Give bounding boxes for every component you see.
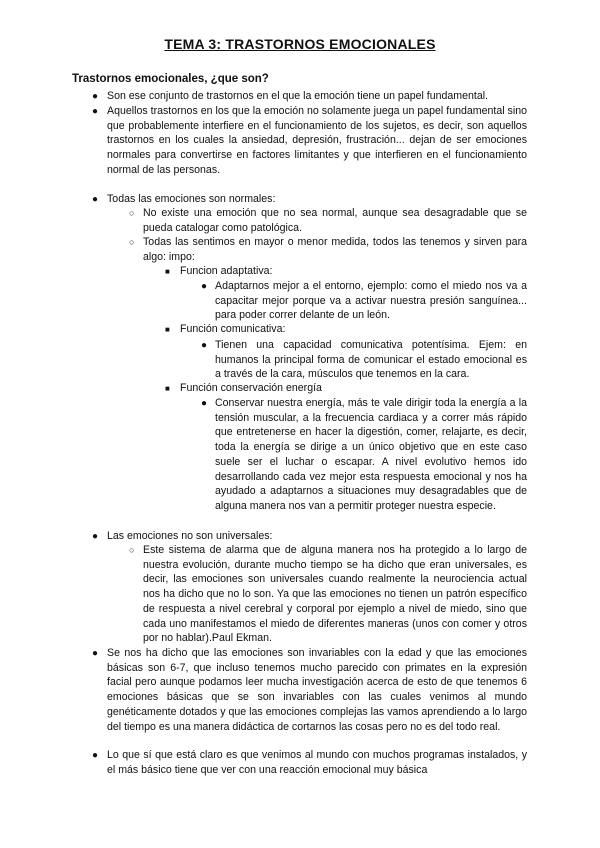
bullet-marker: ● xyxy=(92,91,99,102)
function-energy-label: Función conservación energía xyxy=(180,382,322,394)
square-bullet-marker: ■ xyxy=(165,267,170,276)
function-communicative-label: Función comunicativa: xyxy=(180,323,286,335)
list-item-p6: Lo que sí que está claro es que venimos al mundo con muchos programas instalados, y el más básico tiene que ver con una reacción emocional muy básica xyxy=(107,749,527,776)
list-item-f1a: Adaptarnos mejor a el entorno, ejemplo: como el miedo nos va a capacitar mejor porque va a activar nuestra presión sanguínea... para poder correr delante de un león. xyxy=(215,280,527,322)
list-item-p1: Son ese conjunto de trastornos en el que la emoción tiene un papel fundamental. xyxy=(107,90,489,102)
sub-bullet-marker: ○ xyxy=(129,208,135,218)
list-item-p3a: No existe una emoción que no sea normal, aunque sea desagradable que se pueda catalogar como patológica. xyxy=(143,207,527,234)
section-heading: Trastornos emocionales, ¿que son? xyxy=(72,73,269,85)
list-item-p3: Todas las emociones son normales: xyxy=(107,193,276,205)
list-item-p2: Aquellos trastornos en los que la emoción no solamente juega un papel fundamental sino que probablemente interfiere en el funcionamiento de los sujetos, es decir, son aquellos trastornos en los cuales la ansiedad, depresión, frustración... dejan de ser emociones normales para convertirse en factores limitantes y que interfieren en el funcionamiento normal de las personas. xyxy=(107,105,527,176)
list-item-p5: Se nos ha dicho que las emociones son invariables con la edad y que las emociones básicas son 6-7, que incluso tenemos mucho parecido con primates en la expresión facial pero aunque podamos leer mucha investigación acerca de esto de que tenemos 6 emociones básicas que se son invariables con las cuales venimos al mundo genéticamente dotados y que las emociones complejas las vamos aprendiendo a lo largo del tiempo es una manera didáctica de cortarnos las cosas pero no es del todo real. xyxy=(107,647,527,733)
bullet-marker: ● xyxy=(201,340,208,351)
list-item-p3b: Todas las sentimos en mayor o menor medida, todos las tenemos y sirven para algo: impo: xyxy=(143,236,527,263)
square-bullet-marker: ■ xyxy=(165,325,170,334)
list-item-p4a: Este sistema de alarma que de alguna manera nos ha protegido a lo largo de nuestra evolución, durante mucho tiempo se ha dicho que eran universales, es decir, las emociones son universales cuando realmente la neurociencia actual nos ha dicho que no lo son. Ya que las emociones no tienen un patrón específico de respuesta a nivel cerebral y corporal por ejemplo a nivel de miedo, sino que cada uno manifestamos el miedo de diferentes maneras (unos con comer y otros por no hablar).Paul Ekman. xyxy=(143,544,527,645)
bullet-marker: ● xyxy=(92,750,99,761)
square-bullet-marker: ■ xyxy=(165,384,170,393)
bullet-marker: ● xyxy=(92,194,99,205)
list-item-p4: Las emociones no son universales: xyxy=(107,530,273,542)
bullet-marker: ● xyxy=(201,281,208,292)
document-title: TEMA 3: TRASTORNOS EMOCIONALES xyxy=(164,36,436,52)
list-item-f3a: Conservar nuestra energía, más te vale dirigir toda la energía a la tensión muscular, a la frecuencia cardiaca y a correr más rápido que entretenerse en hacer la digestión, comer, relajarte, es decir, toda la energía se dirige a un único objetivo que en este caso suele ser el luchar o escapar. A nivel evolutivo hemos ido desarrollando cada vez mejor esta respuesta emocional y nos ha ayudado a adaptarnos a situaciones muy desagradables que de alguna manera nos van a permitir proteger nuestra especie. xyxy=(215,397,527,512)
bullet-marker: ● xyxy=(92,531,99,542)
bullet-marker: ● xyxy=(201,398,208,409)
sub-bullet-marker: ○ xyxy=(129,237,135,247)
bullet-marker: ● xyxy=(92,106,99,117)
function-adaptive-label: Funcion adaptativa: xyxy=(180,265,273,277)
list-item-f2a: Tienen una capacidad comunicativa potentísima. Ejem: en humanos la principal forma de comunicar el estado emocional es a través de la cara, músculos que tenemos en la cara. xyxy=(215,339,527,381)
sub-bullet-marker: ○ xyxy=(129,545,135,555)
bullet-marker: ● xyxy=(92,648,99,659)
